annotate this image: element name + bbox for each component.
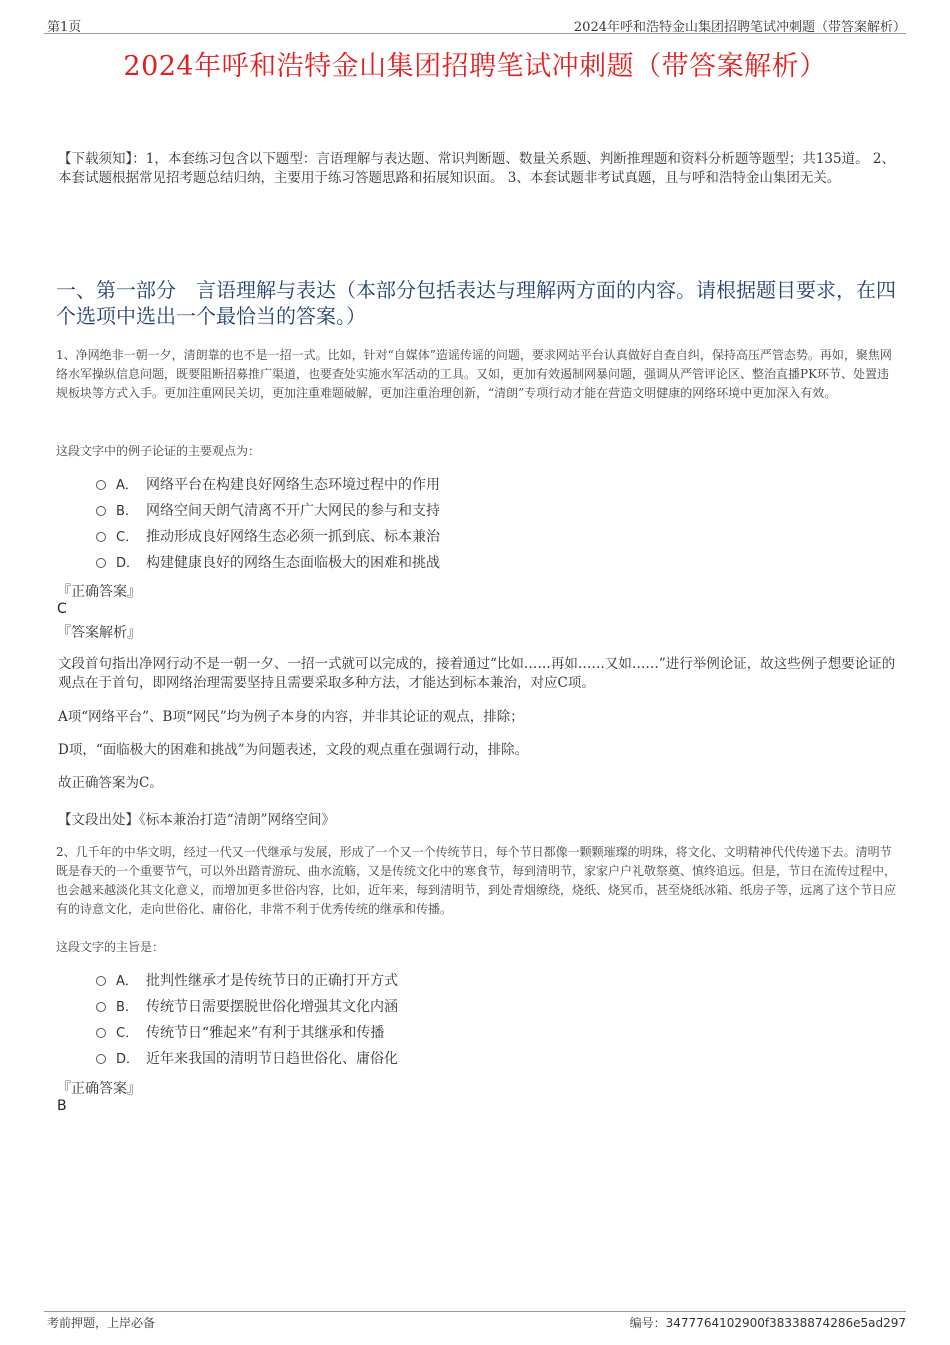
question-1-option-a[interactable]: A． 网络平台在构建良好网络生态环境过程中的作用: [96, 474, 440, 496]
analysis-paragraph: A项“网络平台”、B项“网民”均为例子本身的内容，并非其论证的观点，排除；: [58, 709, 524, 725]
analysis-paragraph: 文段首句指出净网行动不是一朝一夕、一招一式就可以完成的，接着通过“比如……再如……又如……”进行举例论证，故这些例子想要论证的观点在于首句，即网络治理需要坚持且需要采取多种方法，才能达到标本兼治，对应C项。: [58, 656, 896, 691]
radio-icon[interactable]: [96, 558, 106, 568]
page-title: 2024年呼和浩特金山集团招聘笔试冲刺题（带答案解析）: [123, 51, 827, 82]
analysis-paragraph: D项，“面临极大的困难和挑战”为问题表述，文段的观点重在强调行动，排除。: [58, 742, 529, 758]
radio-icon[interactable]: [96, 976, 106, 986]
page-number: 第1页: [47, 20, 82, 35]
footer-divider: [44, 1311, 906, 1312]
analysis-paragraph: 故正确答案为C。: [58, 775, 163, 791]
answer-label: 『正确答案』: [57, 1081, 141, 1097]
answer-label: 『正确答案』: [57, 584, 141, 600]
answer-value: B: [57, 1098, 67, 1114]
radio-icon[interactable]: [96, 480, 106, 490]
radio-icon[interactable]: [96, 1054, 106, 1064]
question-2-prompt: 这段文字的主旨是：: [56, 940, 165, 954]
question-2-option-c[interactable]: C． 传统节日“雅起来”有利于其继承和传播: [96, 1022, 384, 1044]
radio-icon[interactable]: [96, 1002, 106, 1012]
source-citation: 【文段出处】《标本兼治打造“清朗”网络空间》: [58, 812, 336, 828]
section-heading: 一、第一部分 言语理解与表达（本部分包括表达与理解两方面的内容。请根据题目要求，在四个选项中选出一个最恰当的答案。）: [56, 278, 896, 328]
question-1-prompt: 这段文字中的例子论证的主要观点为：: [56, 444, 261, 458]
footer-slogan: 考前押题，上岸必备: [47, 1316, 156, 1330]
radio-icon[interactable]: [96, 532, 106, 542]
header-divider: [44, 33, 906, 34]
question-1-option-b[interactable]: B. 网络空间天朗气清离不开广大网民的参与和支持: [96, 500, 440, 522]
header-doc-title: 2024年呼和浩特金山集团招聘笔试冲刺题（带答案解析）: [573, 20, 906, 35]
question-2-option-d[interactable]: D． 近年来我国的清明节日趋世俗化、庸俗化: [96, 1048, 398, 1070]
download-notice: 【下载须知】：1，本套练习包含以下题型：言语理解与表达题、常识判断题、数量关系题、判断推理题和资料分析题等题型；共135道。 2、本套试题根据常见招考题总结归纳，主要用于练习答题思路和拓展知识面。 3、本套试题非考试真题，且与呼和浩特金山集团无关。: [58, 151, 895, 186]
analysis-label: 『答案解析』: [57, 625, 141, 641]
question-2-text: 2、几千年的中华文明，经过一代又一代继承与发展，形成了一个又一个传统节日，每个节日都像一颗颗璀璨的明珠，将文化、文明精神代代传递下去。清明节既是春天的一个重要节气，可以外出踏青游玩、曲水流觞，又是传统文化中的寒食节，每到清明节，家家户户礼敬祭奠、慎终追远。但是，节日在流传过程中，也会越来越淡化其文化意义，而增加更多世俗内容，比如，近年来，每到清明节，到处青烟缭绕，烧纸、烧冥币，甚至烧纸冰箱、纸房子等，远离了这个节日应有的诗意文化，走向世俗化、庸俗化，非常不利于优秀传统的继承和传播。: [56, 845, 897, 916]
radio-icon[interactable]: [96, 506, 106, 516]
answer-value: C: [57, 601, 67, 617]
question-1-text: 1、净网绝非一朝一夕，清朗靠的也不是一招一式。比如，针对“自媒体”造谣传谣的问题，要求网站平台认真做好自查自纠，保持高压严管态势。再如，聚焦网络水军操纵信息问题，既要阻断招募推广渠道，也要查处实施水军活动的工具。又如，更加有效遏制网暴问题，强调从严管评论区、整治直播PK环节、处置违规板块等方式入手。更加注重网民关切，更加注重难题破解，更加注重治理创新，“清朗”专项行动才能在营造文明健康的网络环境中更加深入有效。: [56, 348, 892, 400]
question-1-option-d[interactable]: D． 构建健康良好的网络生态面临极大的困难和挑战: [96, 552, 440, 574]
question-1-option-c[interactable]: C． 推动形成良好网络生态必须一抓到底、标本兼治: [96, 526, 440, 548]
question-2-option-b[interactable]: B. 传统节日需要摆脱世俗化增强其文化内涵: [96, 996, 398, 1018]
question-2-option-a[interactable]: A． 批判性继承才是传统节日的正确打开方式: [96, 970, 398, 992]
radio-icon[interactable]: [96, 1028, 106, 1038]
footer-code: 编号：3477764102900f38338874286e5ad297: [629, 1316, 906, 1330]
